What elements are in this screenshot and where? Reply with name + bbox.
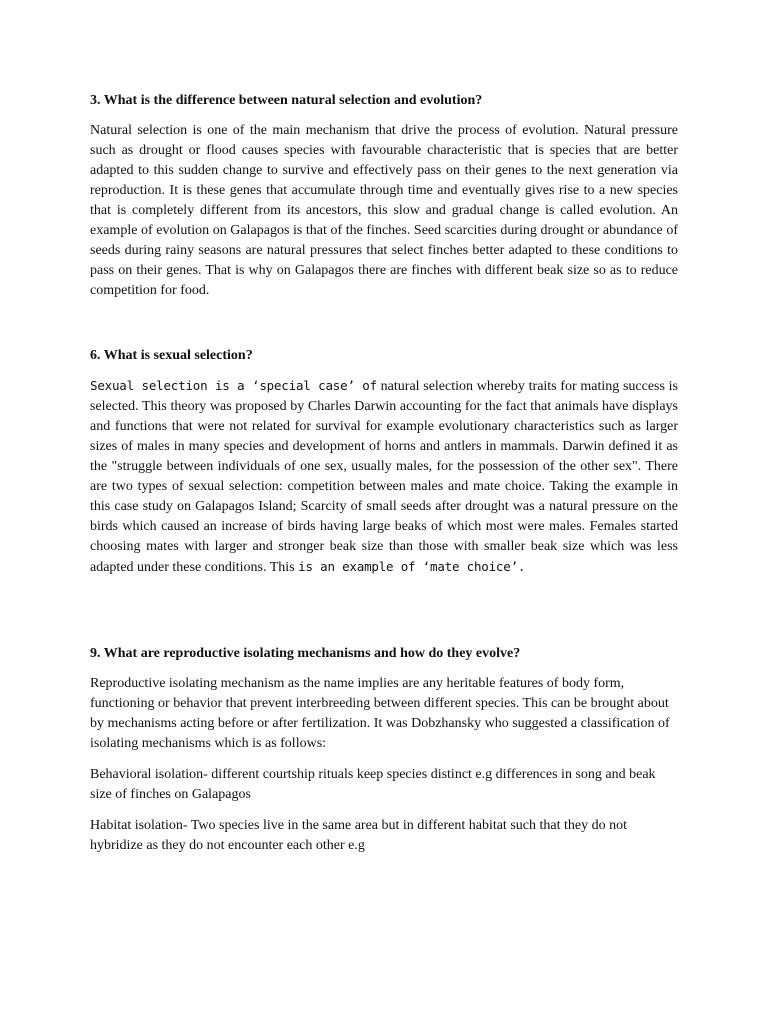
answer-outro-text: is an example of ‘mate choice’. <box>298 559 526 574</box>
answer-intro-text: Sexual selection is a ‘special case’ of <box>90 378 377 393</box>
answer-paragraph: Behavioral isolation- different courtship rituals keep species distinct e.g differences in song and beak size of finches on Galapagos <box>90 767 656 802</box>
question-heading: 9. What are reproductive isolating mechanisms and how do they evolve? <box>90 646 521 661</box>
question-heading: 3. What is the difference between natural selection and evolution? <box>90 93 483 108</box>
answer-paragraph: Reproductive isolating mechanism as the name implies are any heritable features of body form, functioning or behavior that prevent interbreeding between different species. This can be brought about by mechanisms acting before or after fertilization. It was Dobzhansky who suggested a classification of isolating mechanisms which is as follows: <box>90 676 670 751</box>
section-natural-selection <box>90 91 678 301</box>
answer-main-text: natural selection whereby traits for mating success is selected. This theory was proposed by Charles Darwin accounting for the fact that animals have displays and functions that were not related for survival for example evolutionary characteristics such as larger sizes of males in many species and development of horns and antlers in mammals. Darwin defined it as the "struggle between individuals of one sex, usually males, for the possession of the other sex". There are two types of sexual selection: competition between males and mate choice. Taking the example in this case study on Galapagos Island; Scarcity of small seeds after drought was a natural pressure on the birds which caused an increase of birds having large beaks of which most were males. Females started choosing mates with larger and stronger beak size than those with smaller beak size which was less adapted under these conditions. This <box>90 379 678 575</box>
answer-paragraph <box>90 376 678 578</box>
question-heading: 6. What is sexual selection? <box>90 348 253 363</box>
section-isolating-mechanisms <box>90 644 678 856</box>
answer-paragraph: Habitat isolation- Two species live in the same area but in different habitat such that they do not hybridize as they do not encounter each other e.g <box>90 818 627 853</box>
section-sexual-selection <box>90 346 678 578</box>
answer-paragraph: Natural selection is one of the main mechanism that drive the process of evolution. Natural pressure such as drought or flood causes species with favourable characteristic that is species that are better adapted to this sudden change to survive and effectively pass on their genes to the next generation via reproduction. It is these genes that accumulate through time and eventually gives rise to a new species that is completely different from its ancestors, this slow and gradual change is called evolution. An example of evolution on Galapagos is that of the finches. Seed scarcities during drought or abundance of seeds during rainy seasons are natural pressures that select finches better adapted to these conditions to pass on their genes. That is why on Galapagos there are finches with different beak size so as to reduce competition for food. <box>90 123 678 298</box>
